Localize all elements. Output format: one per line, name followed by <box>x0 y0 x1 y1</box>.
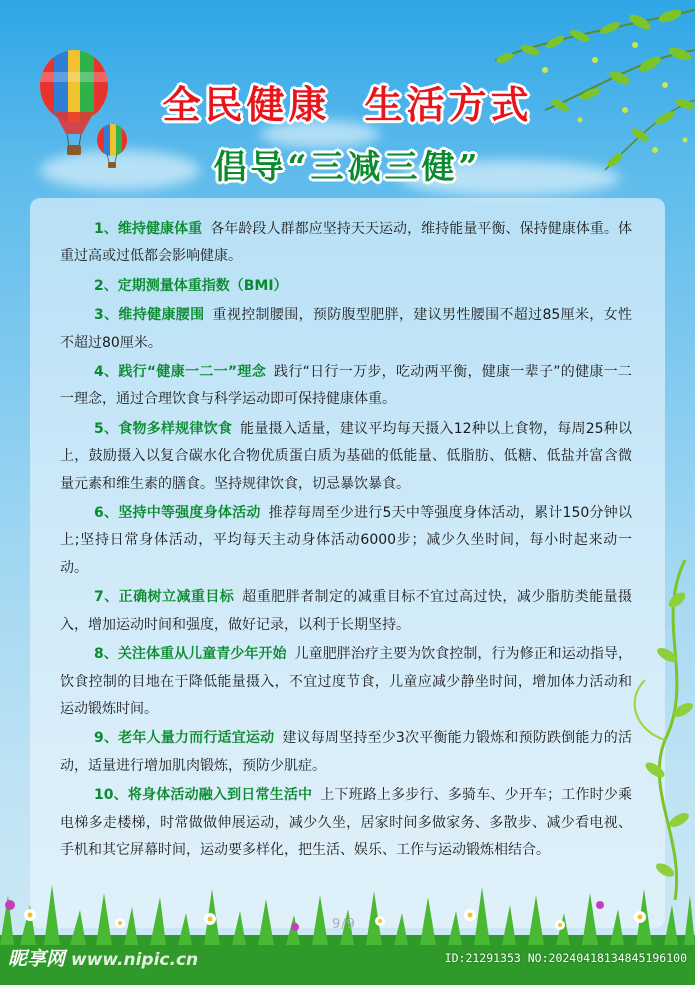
item-text: 能量摄入适量，建议平均每天摄入12种以上食物，每周25种以上，鼓励摄入以复合碳水化合物优质蛋白质为基础的低能量、低脂肪、低糖、低盐并富含微量元素和维生素的膳食。坚持规律饮食，切忌暴饮暴食。 <box>60 420 632 492</box>
title-part-1: 全民健康 <box>162 82 331 127</box>
health-tips-list <box>60 216 632 866</box>
list-item <box>60 416 632 498</box>
item-text: 建议每周坚持至少3次平衡能力锻炼和预防跌倒能力的活动，适量进行增加肌肉锻炼，预防少肌症。 <box>60 730 632 774</box>
item-text: 儿童肥胖治疗主要为饮食控制，行为修正和运动指导，饮食控制的目地在于降低能量摄入，不宜过度节食，儿童应减少静坐时间，增加体力活动和运动锻炼时间。 <box>60 646 632 717</box>
list-item <box>60 641 632 723</box>
item-text: 重视控制腰围，预防腹型肥胖，建议男性腰围不超过85厘米，女性不超过80厘米。 <box>60 307 632 351</box>
title-part-2: 生活方式 <box>364 82 533 127</box>
image-id-label: ID:21291353 NO:20240418134845196100 <box>444 951 687 965</box>
item-heading: 5、食物多样规律饮食 <box>94 420 233 437</box>
list-item <box>60 500 632 582</box>
list-item <box>60 302 632 357</box>
item-text: 推荐每周至少进行5天中等强度身体活动，累计150分钟以上;坚持日常身体活动，平均每天主动身体活动6000步；减少久坐时间，每小时起来动一动。 <box>60 505 632 576</box>
list-item <box>60 725 632 780</box>
item-heading: 3、维持健康腰围 <box>94 307 205 324</box>
list-item <box>60 782 632 864</box>
watermark-logo: 昵享网 <box>8 948 66 970</box>
item-heading: 10、将身体活动融入到日常生活中 <box>94 787 313 804</box>
page-subtitle: 倡导“三减三健” <box>213 147 482 186</box>
list-item <box>60 273 632 300</box>
item-heading: 9、老年人量力而行适宜运动 <box>94 730 275 747</box>
item-text: 超重肥胖者制定的减重目标不宜过高过快，减少脂肪类能量摄入，增加运动时间和强度，做好记录，以利于长期坚持。 <box>60 589 633 633</box>
list-item <box>60 584 632 639</box>
list-item <box>60 359 632 414</box>
item-heading: 7、正确树立减重目标 <box>94 589 235 606</box>
watermark-url: www.nipic.cn <box>71 950 199 970</box>
watermark <box>8 944 198 971</box>
page-number: 9/9 <box>332 917 356 932</box>
item-text: 上下班路上多步行、多骑车、少开车；工作时少乘电梯多走楼梯，时常做做伸展运动，减少久坐，居家时间多做家务、多散步、减少看电视、手机和其它屏幕时间，运动要多样化，把生活、娱乐、工作与运动锻炼相结合。 <box>60 787 633 858</box>
vine-decoration-icon <box>605 560 695 900</box>
item-heading: 2、定期测量体重指数（BMI） <box>94 277 288 294</box>
item-text: 各年龄段人群都应坚持天天运动，维持能量平衡、保持健康体重。体重过高或过低都会影响健康。 <box>60 221 632 265</box>
item-heading: 4、践行“健康一二一”理念 <box>94 364 267 381</box>
item-heading: 8、关注体重从儿童青少年开始 <box>94 646 287 663</box>
page-title <box>0 74 695 129</box>
item-heading: 1、维持健康体重 <box>94 221 203 237</box>
item-text: 践行“日行一万步，吃动两平衡，健康一辈子”的健康一二一理念，通过合理饮食与科学运动即可保持健康体重。 <box>60 364 632 408</box>
list-item <box>60 216 632 271</box>
item-heading: 6、坚持中等强度身体活动 <box>94 505 261 522</box>
